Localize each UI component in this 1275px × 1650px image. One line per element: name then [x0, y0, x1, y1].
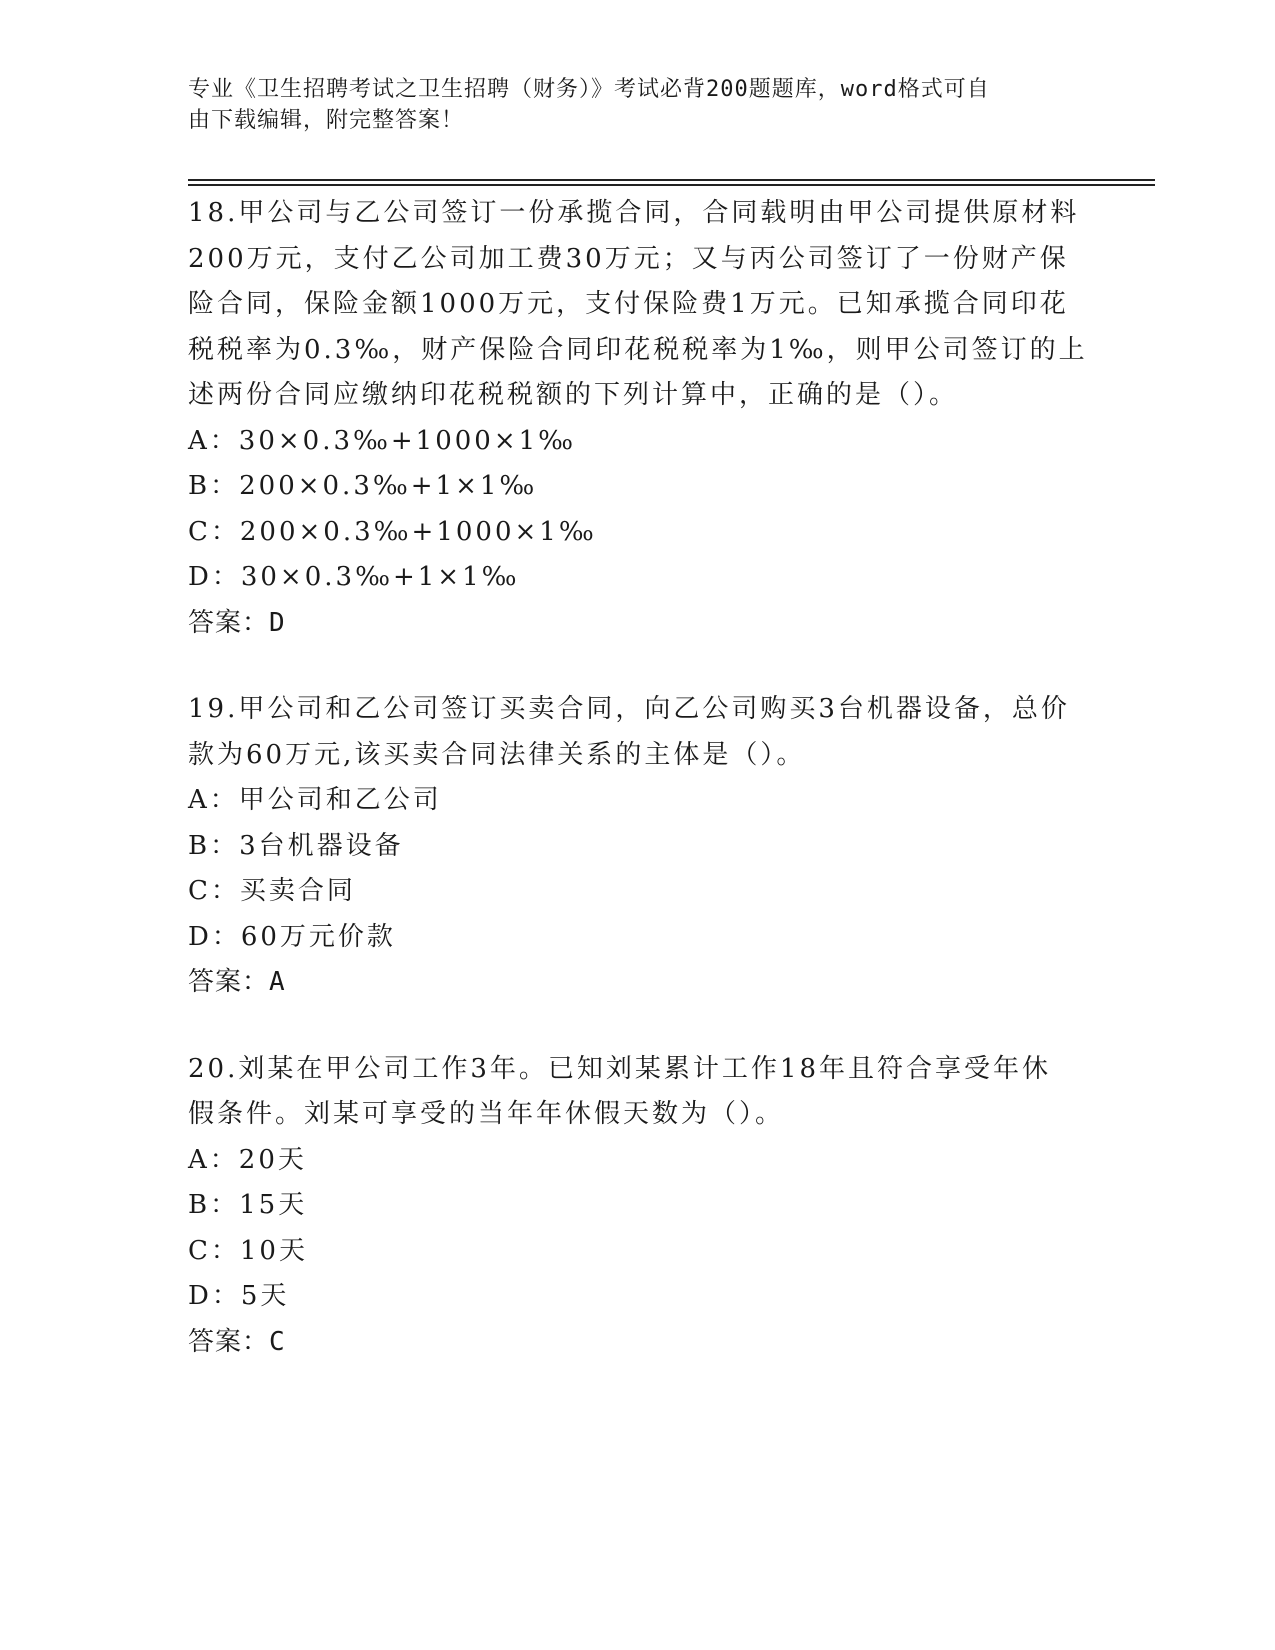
question-20	[188, 1047, 1088, 1366]
option-d: D：30×0.3‰+1×1‰	[188, 562, 520, 592]
question-stem	[188, 687, 1088, 778]
question-list	[188, 191, 1088, 1406]
option-c: C：买卖合同	[188, 876, 356, 906]
option-a: A：20天	[188, 1144, 307, 1175]
header-line-1: 专业《卫生招聘考试之卫生招聘（财务）》考试必背200题题库，word格式可自	[188, 77, 990, 102]
stem-line: 20.刘某在甲公司工作3年。已知刘某累计工作18年且符合享受年休	[188, 1053, 1051, 1084]
question-stem	[188, 1047, 1088, 1138]
answer: 答案：C	[188, 1326, 286, 1357]
option-c: C：10天	[188, 1235, 308, 1266]
question-number: 18.	[188, 198, 239, 228]
header-rule-bottom	[188, 184, 1155, 186]
stem-line: 18.甲公司与乙公司签订一份承揽合同，合同载明由甲公司提供原材料	[188, 198, 1080, 228]
option-c: C：200×0.3‰+1000×1‰	[188, 516, 597, 547]
question-19	[188, 687, 1088, 1006]
question-number: 20.	[188, 1053, 239, 1084]
question-18	[188, 191, 1088, 646]
option-a: A：30×0.3‰+1000×1‰	[188, 425, 577, 456]
question-number: 19.	[188, 694, 239, 724]
stem-line: 假条件。刘某可享受的当年年休假天数为（）。	[188, 1099, 785, 1129]
stem-line: 款为60万元,该买卖合同法律关系的主体是（）。	[188, 739, 806, 770]
document-header	[188, 74, 1068, 136]
stem-line: 险合同，保险金额1000万元，支付保险费1万元。已知承揽合同印花	[188, 289, 1069, 319]
question-stem	[188, 191, 1088, 419]
header-line-2: 由下载编辑，附完整答案！	[188, 108, 465, 133]
header-rule-top	[188, 179, 1155, 181]
option-b: B：15天	[188, 1190, 308, 1220]
stem-line: 述两份合同应缴纳印花税税额的下列计算中，正确的是（）。	[188, 380, 959, 410]
answer: 答案：A	[188, 967, 286, 997]
option-d: D：60万元价款	[188, 921, 396, 952]
answer: 答案：D	[188, 607, 286, 638]
option-d: D：5天	[188, 1281, 290, 1311]
stem-line: 税税率为0.3‰，财产保险合同印花税税率为1‰，则甲公司签订的上	[188, 334, 1088, 365]
stem-line: 200万元，支付乙公司加工费30万元；又与丙公司签订了一份财产保	[188, 243, 1069, 274]
option-a: A：甲公司和乙公司	[188, 785, 442, 815]
option-b: B：200×0.3‰+1×1‰	[188, 471, 538, 501]
option-b: B：3台机器设备	[188, 830, 404, 861]
stem-line: 19.甲公司和乙公司签订买卖合同，向乙公司购买3台机器设备，总价	[188, 694, 1070, 724]
